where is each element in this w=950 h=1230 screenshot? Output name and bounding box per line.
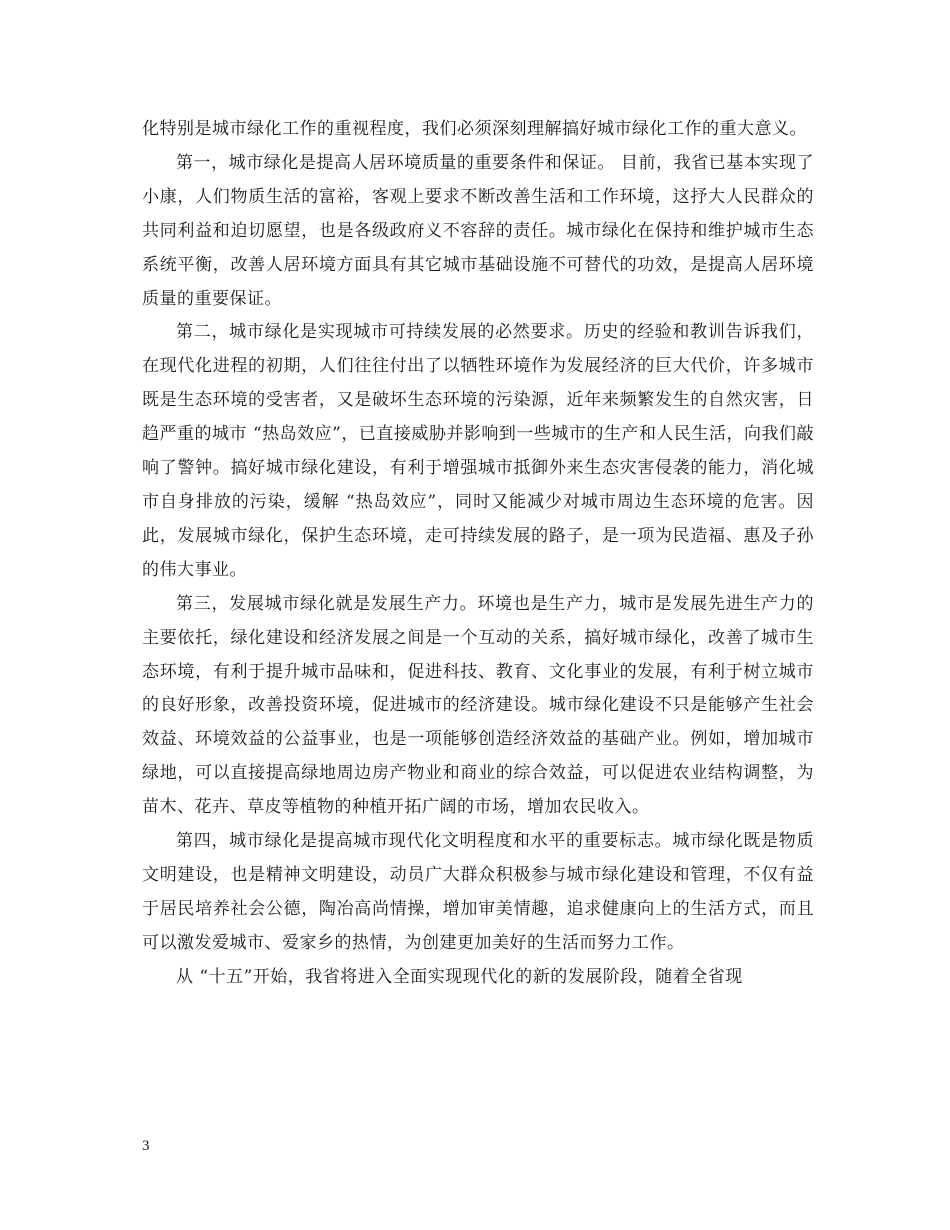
page-number: 3 bbox=[142, 1138, 150, 1154]
paragraph-from-fifteenth: 从 “十五”开始，我省将进入全面实现现代化的新的发展阶段，随着全省现 bbox=[176, 966, 743, 987]
paragraph-first: 第一，城市绿化是提高人居环境质量的重要条件和保证。 目前，我省已基本实现了小康，人们物质生活的富裕，客观上要求不断改善生活和工作环境，这抒大人民群众的共同利益和迫切愿望，也是各级政府义不容辞的责任。城市绿化在保持和维护城市生态系统平衡，改善人居环境方面具有其它城市基础设施不可替代的功效，是提高人居环境质量的重要保证。 bbox=[142, 152, 814, 309]
paragraph-continuation: 化特别是城市绿化工作的重视程度，我们必须深刻理解搞好城市绿化工作的重大意义。 bbox=[142, 119, 807, 139]
paragraph-fourth: 第四，城市绿化是提高城市现代化文明程度和水平的重要标志。城市绿化既是物质文明建设，也是精神文明建设，动员广大群众积极参与城市绿化建设和管理，不仅有益于居民培养社会公德，陶冶高尚情操，增加审美情趣，追求健康向上的生活方式，而且可以激发爱城市、爱家乡的热情，为创建更加美好的生活而努力工作。 bbox=[142, 831, 814, 953]
document-body bbox=[142, 113, 814, 995]
paragraph-second: 第二，城市绿化是实现城市可持续发展的必然要求。历史的经验和教训告诉我们，在现代化进程的初期，人们往往付出了以牺牲环境作为发展经济的巨大代价，许多城市既是生态环境的受害者，又是破坏生态环境的污染源，近年来频繁发生的自然灾害，日趋严重的城市 “热岛效应”，已直接威胁并影响到一些城市的生产和人民生活，向我们敲响了警钟。搞好城市绿化建设，有利于增强城市抵御外来生态灾害侵袭的能力，消化城市自身排放的污染，缓解 “热岛效应”，同时又能减少对城市周边生态环境的危害。因此，发展城市绿化，保护生态环境，走可持续发展的路子，是一项为民造福、惠及子孙的伟大事业。 bbox=[142, 322, 814, 580]
paragraph-third: 第三，发展城市绿化就是发展生产力。环境也是生产力，城市是发展先进生产力的主要依托，绿化建设和经济发展之间是一个互动的关系，搞好城市绿化，改善了城市生态环境，有利于提升城市品味和，促进科技、教育、文化事业的发展，有利于树立城市的良好形象，改善投资环境，促进城市的经济建设。城市绿化建设不只是能够产生社会效益、环境效益的公益事业，也是一项能够创造经济效益的基础产业。例如，增加城市绿地，可以直接提高绿地周边房产物业和商业的综合效益，可以促进农业结构调整，为苗木、花卉、草皮等植物的种植开拓广阔的市场，增加农民收入。 bbox=[142, 593, 814, 818]
